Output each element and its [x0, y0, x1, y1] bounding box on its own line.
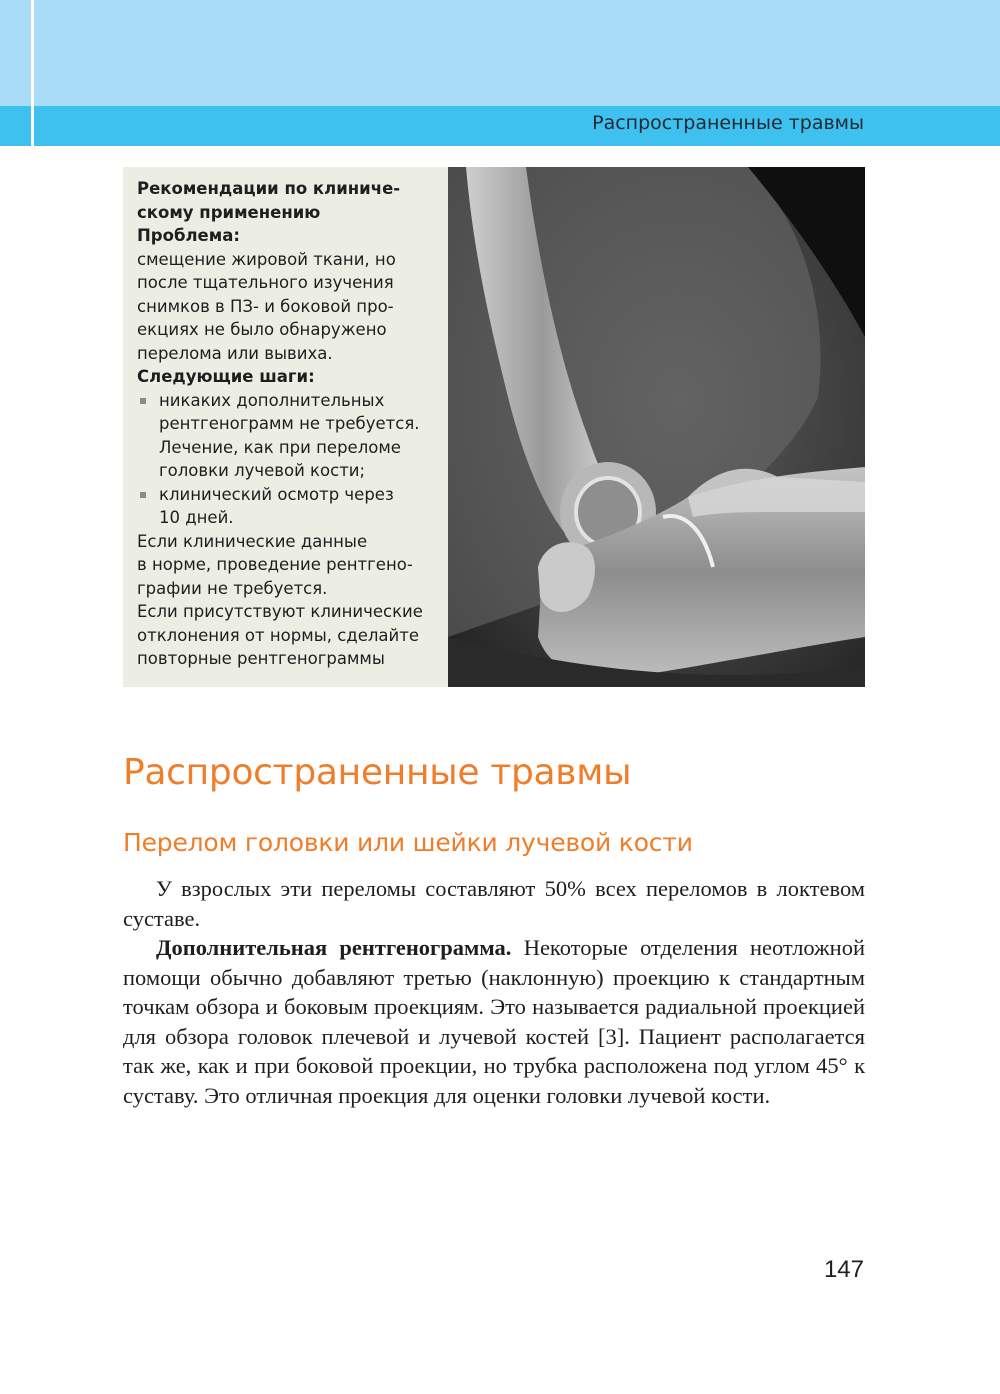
bullet-line: клинический осмотр через [159, 484, 394, 504]
section-title: Распространенные травмы [123, 752, 632, 793]
closing-line: Если присутствуют клинические [137, 602, 423, 621]
bullet-line: рентгенограмм не требуется. [159, 414, 420, 433]
bullet-icon [140, 492, 146, 498]
closing-line: отклонения от нормы, сделайте [137, 625, 419, 645]
bullet-line: Лечение, как при переломе [159, 437, 401, 457]
running-header: Распространенные травмы [592, 112, 864, 134]
problem-label: Проблема: [137, 226, 240, 245]
problem-line: екциях не было обнаружено [137, 320, 387, 339]
bullet-line: 10 дней. [159, 508, 234, 527]
sidebar-heading: Рекомендации по клиниче- скому применению [137, 179, 401, 222]
next-steps-list [137, 389, 438, 530]
page-number: 147 [823, 1256, 864, 1283]
closing-line: графии не требуется. [137, 578, 328, 598]
subsection-title: Перелом головки или шейки лучевой кости [123, 828, 693, 857]
paragraph: У взрослых эти переломы составляют 50% всех переломов в локтевом суставе. [123, 876, 865, 931]
xray-drawing [448, 167, 865, 687]
next-steps-label: Следующие шаги: [137, 367, 315, 386]
body-text [123, 874, 865, 1110]
problem-line: снимков в ПЗ- и боковой про- [137, 296, 394, 316]
paragraph [123, 933, 865, 1110]
problem-line: перелома или вывиха. [137, 343, 333, 363]
elbow-xray-image [448, 167, 865, 687]
header-band-light [0, 0, 1000, 106]
problem-text [137, 248, 438, 366]
closing-line: Если клинические данные [137, 531, 368, 551]
bullet-icon [140, 398, 146, 404]
closing-line: повторные рентгенограммы [137, 649, 385, 668]
clinical-recommendations-box [123, 167, 448, 687]
header-band-divider [31, 0, 34, 146]
bullet-line: головки лучевой кости; [159, 461, 366, 480]
problem-line: смещение жировой ткани, но [137, 249, 396, 269]
list-item [137, 389, 438, 483]
paragraph-lead: Дополнительная рентгенограмма. [156, 935, 512, 960]
problem-line: после тщательного изучения [137, 273, 394, 292]
bullet-line: никаких дополнительных [159, 390, 385, 410]
closing-text [137, 530, 438, 671]
list-item [137, 483, 438, 530]
closing-line: в норме, проведение рентгено- [137, 555, 413, 574]
paragraph-rest: Некоторые отделения неотложной помощи обычно добавляют третью (наклонную) проекцию к стандартным точкам обзора и боковым проекциям. Это называется радиальной проекцией для обзора головок плечевой и лучевой костей [3]. Пациент располагается так же, как и при боковой проекции, но трубка расположена под углом 45° к суставу. Это отличная проекция для оценки головки лучевой кости. [123, 935, 865, 1108]
